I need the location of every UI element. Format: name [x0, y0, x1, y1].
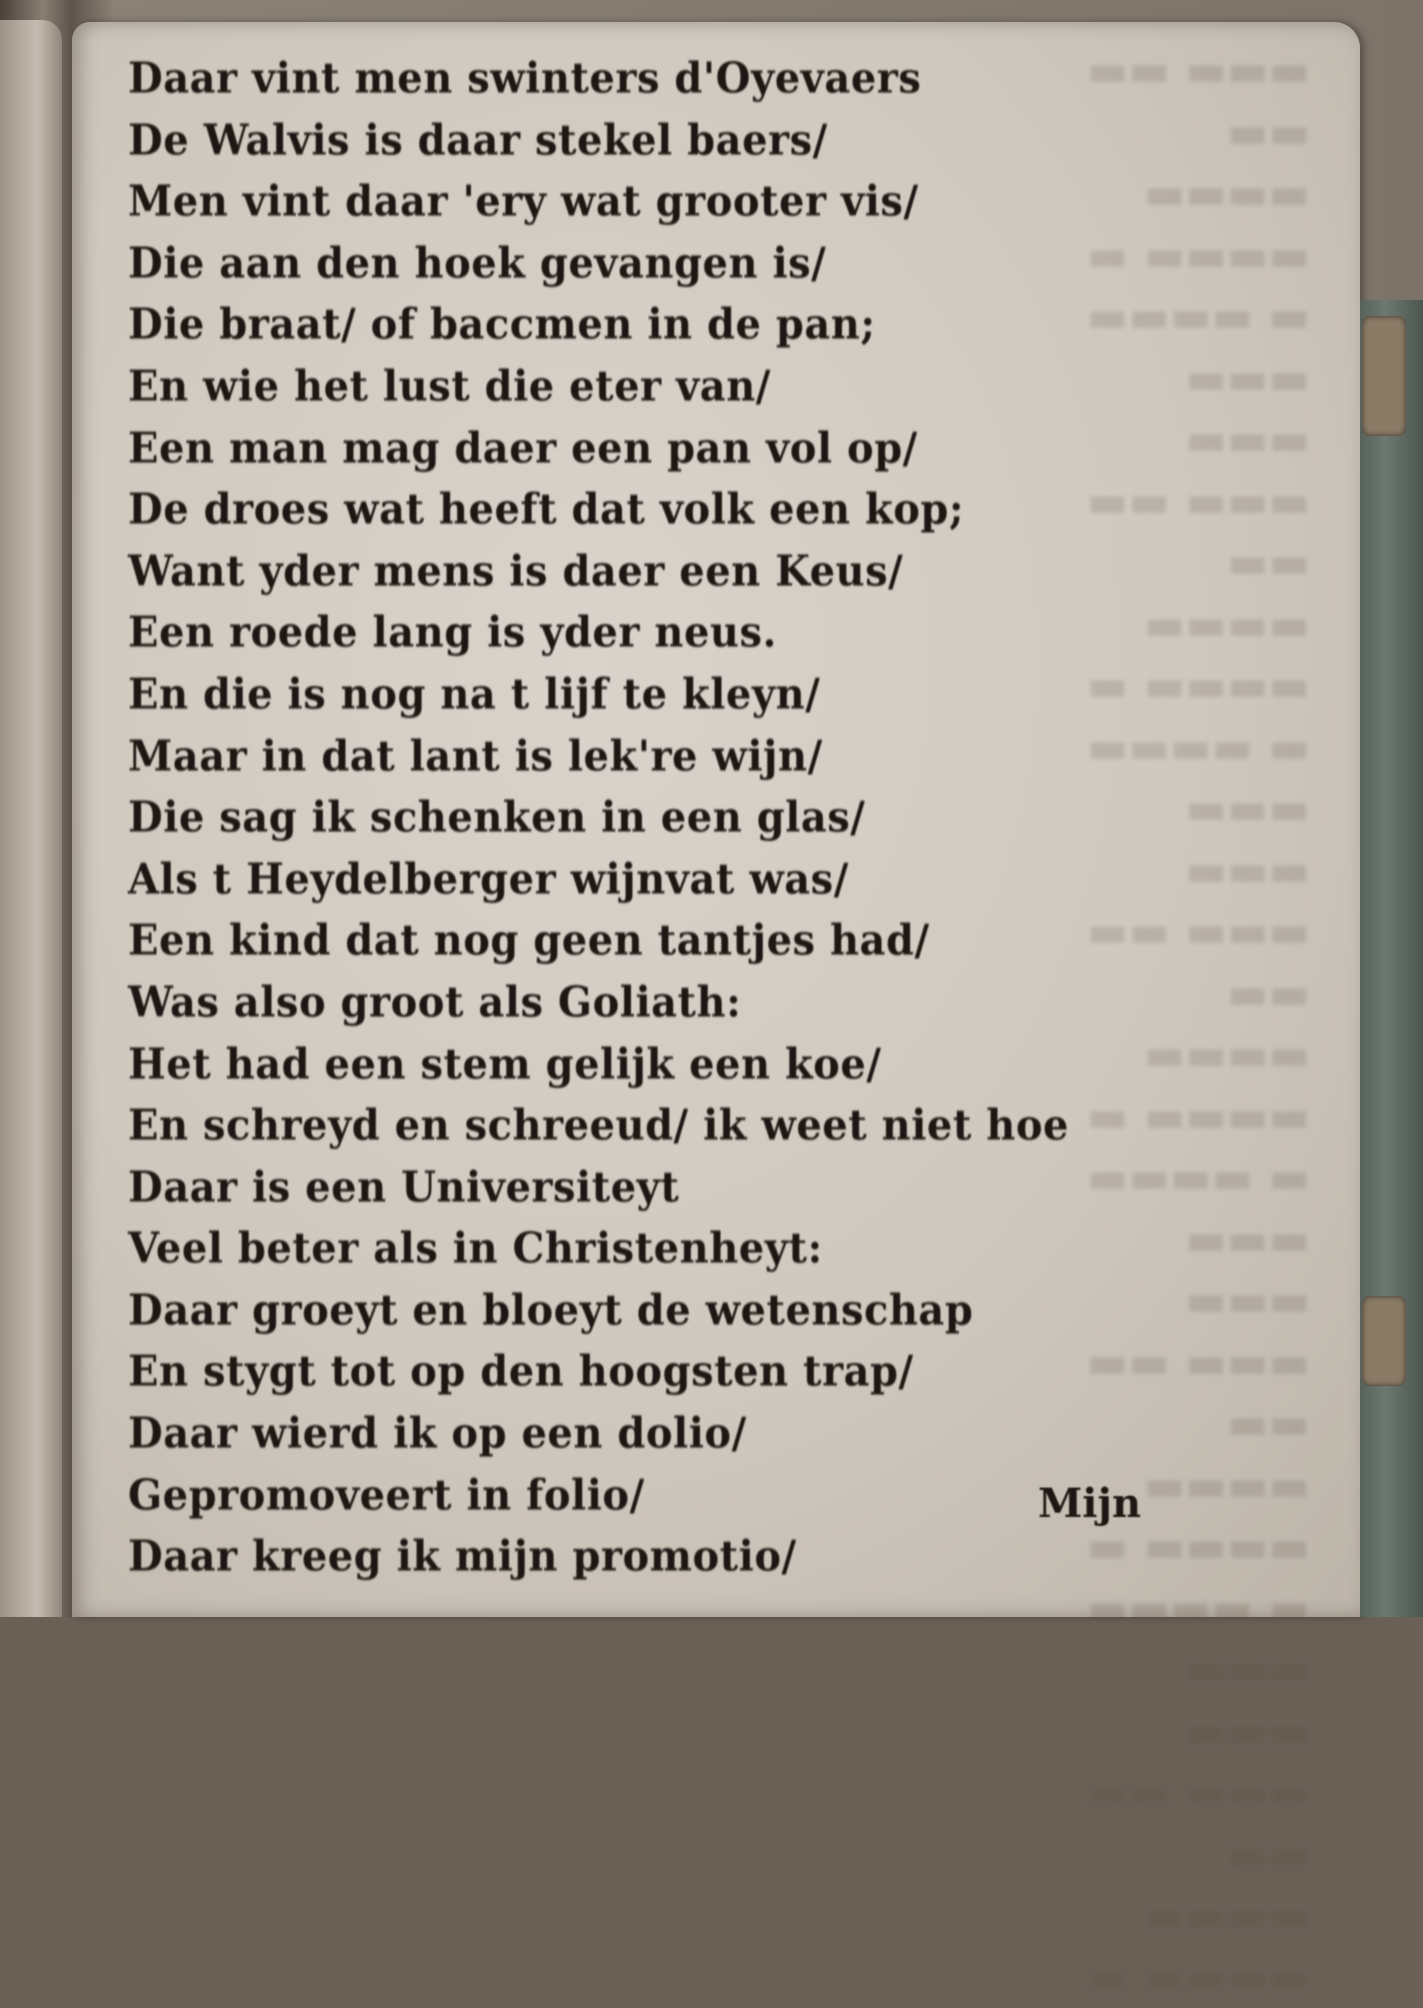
verse-line: Die aan den hoek gevangen is/: [128, 231, 1128, 296]
verse-line: Een man mag daer een pan vol op/: [128, 416, 1128, 481]
bleed-through-mark: ▬▬▬ ▬▬: [1060, 471, 1310, 533]
verse-line: Men vint daar 'ery wat grooter vis/: [128, 170, 1128, 235]
left-page-edge: [0, 20, 62, 1617]
bleed-through-mark: ▬▬▬▬ ▬: [1060, 1947, 1310, 2008]
bleed-through-mark: ▬▬▬▬ ▬: [1060, 1516, 1310, 1578]
verse-line: De Walvis is daar stekel baers/: [128, 108, 1128, 173]
verse-line: Daar groeyt en bloeyt de wetenschap: [128, 1278, 1128, 1343]
bleed-through-mark: ▬▬▬ ▬▬▬: [1060, 348, 1310, 471]
verse-line: Een kind dat nog geen tantjes had/: [128, 909, 1128, 974]
bleed-through-mark: ▬ ▬▬▬▬: [1060, 1147, 1310, 1209]
verse-line: En schreyd en schreeud/ ik weet niet hoe: [128, 1094, 1128, 1159]
bleed-through-mark: ▬ ▬▬▬▬: [1060, 286, 1310, 348]
verse-line: Daar vint men swinters d'Oyevaers: [128, 46, 1128, 111]
verse-line: Veel beter als in Christenheyt:: [128, 1217, 1128, 1282]
bleed-through-mark: ▬▬▬▬ ▬: [1060, 655, 1310, 717]
verse-line: Daar is een Universiteyt: [128, 1155, 1128, 1220]
bleed-through-mark: ▬▬ ▬▬▬▬: [1060, 102, 1310, 225]
bleed-through-mark: ▬▬ ▬▬▬▬: [1060, 532, 1310, 655]
bleed-through-mark: ▬▬▬ ▬▬▬: [1060, 778, 1310, 901]
bleed-through-mark: ▬▬▬ ▬▬▬: [1060, 1209, 1310, 1332]
verse-line: Was also groot als Goliath:: [128, 970, 1128, 1035]
bleed-through-mark: ▬▬▬ ▬▬▬: [1060, 1639, 1310, 1762]
verse-line: Een roede lang is yder neus.: [128, 601, 1128, 666]
book-cover-edge: [1360, 300, 1423, 1617]
bleed-through-mark: ▬ ▬▬▬▬: [1060, 717, 1310, 779]
verse-line: Als t Heydelberger wijnvat was/: [128, 847, 1128, 912]
top-clasp: [1362, 316, 1406, 436]
verse-line: Want yder mens is daer een Keus/: [128, 539, 1128, 604]
bleed-through-mark: ▬▬ ▬▬▬▬: [1060, 1393, 1310, 1516]
verse-line: En stygt tot op den hoogsten trap/: [128, 1340, 1128, 1405]
verse-line: Die braat/ of baccmen in de pan;: [128, 293, 1128, 358]
bleed-through-mark: ▬▬▬ ▬▬: [1060, 1332, 1310, 1394]
verse-line: En die is nog na t lijf te kleyn/: [128, 662, 1128, 727]
catchword: Mijn: [1038, 1480, 1141, 1527]
verse-line: Het had een stem gelijk een koe/: [128, 1032, 1128, 1097]
verse-line: Maar in dat lant is lek're wijn/: [128, 724, 1128, 789]
bleed-through-mark: ▬ ▬▬▬▬: [1060, 1578, 1310, 1640]
bleed-through-mark: ▬▬▬ ▬▬: [1060, 1762, 1310, 1824]
bleed-through-mark: ▬▬▬ ▬▬: [1060, 901, 1310, 963]
verse-line: Die sag ik schenken in een glas/: [128, 786, 1128, 851]
verse-line: De droes wat heeft dat volk een kop;: [128, 478, 1128, 543]
bleed-through-mark: ▬▬▬ ▬▬: [1060, 40, 1310, 102]
verse-line: Gepromoveert in folio/: [128, 1463, 1128, 1528]
verse-line: En wie het lust die eter van/: [128, 354, 1128, 419]
bleed-through-mark: ▬▬▬▬ ▬: [1060, 1086, 1310, 1148]
bleed-through-mark: ▬▬ ▬▬▬▬: [1060, 1824, 1310, 1947]
verse-lines: [128, 48, 1128, 1588]
verse-line: Daar kreeg ik mijn promotio/: [128, 1525, 1128, 1590]
bottom-clasp: [1362, 1296, 1406, 1386]
bleed-through-mark: ▬▬▬▬ ▬: [1060, 225, 1310, 287]
bleed-through-mark: ▬▬ ▬▬▬▬: [1060, 963, 1310, 1086]
verse-line: Daar wierd ik op een dolio/: [128, 1402, 1128, 1467]
